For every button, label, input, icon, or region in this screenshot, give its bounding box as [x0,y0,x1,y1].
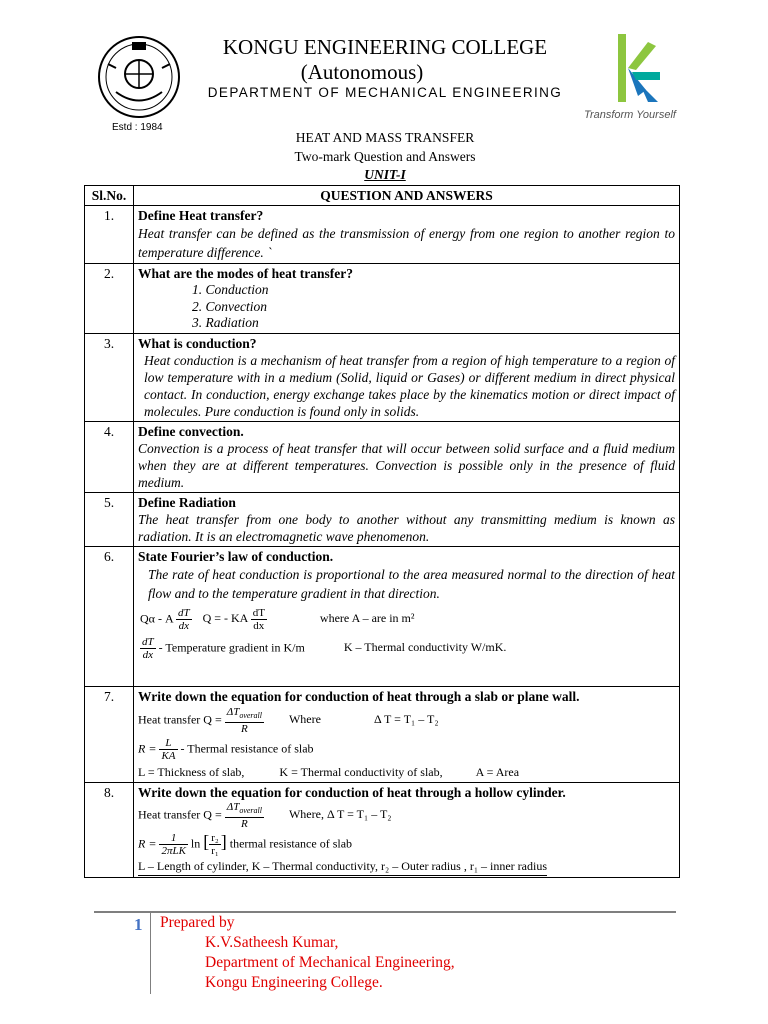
question: Define Heat transfer? [138,208,264,223]
table-row [85,782,680,877]
numerator: r₂ [211,831,219,844]
table-row [85,546,680,686]
subscript: overall [239,710,262,720]
qa-cell [134,421,680,492]
denominator: dx [253,619,265,632]
fraction [159,737,177,762]
denominator: KA [161,749,176,762]
footer-vertical-divider [150,912,151,994]
qa-cell [134,264,680,334]
numerator: dT [177,606,190,619]
fraction [209,832,221,857]
answer: Heat conduction is a mechanism of heat transfer from a region of high temperature to a region of low temperature with in a medium (Solid, liquid or Gases) or different medium in direct physical contact. In conduction, energy exchange takes place by the kinematics motion or direct impact of molecules. Pure conduction is found only in solids. [144,352,675,419]
fraction [159,832,187,857]
qa-cell [134,546,680,686]
qa-cell [134,206,680,264]
formula-text: L = Thickness of slab, [138,764,245,779]
formula-text: Where [288,711,321,726]
formula-text: - Temperature gradient in K/m [158,639,305,654]
numerator: 1 [159,832,187,845]
footer-college: Kongu Engineering College. [205,974,383,991]
row-number: 7. [85,686,134,782]
resistance-equation [138,737,675,762]
fraction [251,607,267,632]
formula-text: - Thermal resistance of slab [180,740,314,755]
formula-text: Q = - KA [202,610,248,625]
page-number: 1 [134,915,143,934]
list-item: 2. Convection [192,298,267,314]
college-emblem-logo [96,34,182,120]
formula-text: K – Thermal conductivity W/mK. [343,639,507,654]
formula-text: K = Thermal conductivity of slab, [279,764,443,779]
row-number: 4. [85,421,134,492]
slab-equation [138,706,675,735]
list-item: 3. Radiation [192,315,259,330]
numerator: L [159,737,177,750]
qa-table [84,185,680,878]
numerator: dT [252,606,265,619]
formula-text: Heat transfer Q = [138,711,222,726]
table-row [85,206,680,264]
subscript: overall [239,805,262,815]
row-number: 2. [85,264,134,334]
formula-text: R = [138,836,157,851]
question: State Fourier’s law of conduction. [138,548,334,564]
qa-cell [134,782,680,877]
question: Define Radiation [138,494,236,510]
document-subtitle: Two-mark Question and Answers [294,149,476,164]
denominator: R [240,722,248,735]
cylinder-resistance [138,832,675,857]
fraction [140,636,156,661]
list-item: 1. Conduction [192,282,269,297]
question: Write down the equation for conduction of heat through a slab or plane wall. [138,688,580,704]
row-number: 1. [85,206,134,264]
table-row [85,492,680,546]
footer-department: Department of Mechanical Engineering, [205,954,455,971]
numerator [225,706,264,723]
table-row [85,421,680,492]
cylinder-equation [138,801,675,830]
question: What are the modes of heat transfer? [138,266,353,281]
answer: The heat transfer from one body to another without any transmitting medium is known as radiation. It is an electromagnetic wave phenomenon. [138,511,675,544]
qa-cell [134,492,680,546]
established-year: Estd : 1984 [112,122,163,133]
formula-text: Where, Δ T = T₁ – T₂ [288,807,392,822]
answer: Convection is a process of heat transfer that will occur between solid surface and a fluid medium when they are at different temperatures. Convection is possible only in the presence of fluid medium. [138,440,675,490]
column-header-no: Sl.No. [85,186,134,206]
row-number: 6. [85,546,134,686]
table-row [85,333,680,421]
table-header-row [85,186,680,206]
bracket: [ [203,831,210,852]
question: Define convection. [138,423,244,439]
symbol-definitions [138,764,675,781]
logo-tagline: Transform Yourself [584,109,676,121]
formula-text: R = [138,740,157,755]
subject-title: HEAT AND MASS TRANSFER [295,130,475,145]
autonomous-label: (Autonomous) [300,60,424,84]
denominator: R [240,817,248,830]
denominator: r₁ [211,844,219,857]
formula-text: Qα - A [140,610,173,625]
footer-prepared-by: Prepared by [160,914,235,931]
table-row [85,264,680,334]
unit-label: UNIT-I [364,167,406,182]
denominator: dx [142,648,153,661]
formula-text: Δ T = T₁ – T₂ [373,711,439,726]
delta-t: ΔT [226,800,240,813]
qa-cell [134,333,680,421]
row-number: 8. [85,782,134,877]
formula-text: ln [190,836,201,851]
department-name: DEPARTMENT OF MECHANICAL ENGINEERING [207,85,563,100]
transform-yourself-logo [580,32,680,122]
numerator [225,801,264,818]
denominator: dx [178,619,189,632]
delta-t: ΔT [226,705,240,718]
gradient-definition [138,636,675,661]
fraction [225,706,264,735]
table-row [85,686,680,782]
formula-note: where A – are in m² [319,610,415,625]
row-number: 5. [85,492,134,546]
numerator: dT [142,635,154,648]
denominator: 2πLK [161,844,186,857]
answer: The rate of heat conduction is proportional to the area measured normal to the direction of heat flow and to the temperature gradient in that direction. [148,566,675,601]
footer-divider [94,911,676,913]
formula-text: thermal resistance of slab [229,836,353,851]
row-number: 3. [85,333,134,421]
footer-author: K.V.Satheesh Kumar, [205,934,339,951]
fourier-equation [138,607,675,632]
fraction [225,801,264,830]
question: Write down the equation for conduction of heat through a hollow cylinder. [138,784,566,800]
cylinder-symbols: L – Length of cylinder, K – Thermal conductivity, r₂ – Outer radius , r₁ – inner radius [138,858,547,876]
column-header-qa: QUESTION AND ANSWERS [134,186,680,206]
bracket: ] [220,831,227,852]
formula-text: A = Area [475,764,520,779]
question: What is conduction? [138,335,257,351]
college-name: KONGU ENGINEERING COLLEGE [222,35,548,59]
fraction [176,607,192,632]
formula-text: Heat transfer Q = [138,807,222,822]
answer: Heat transfer can be defined as the transmission of energy from one region to another region to temperature difference. ` [138,226,675,260]
qa-cell [134,686,680,782]
